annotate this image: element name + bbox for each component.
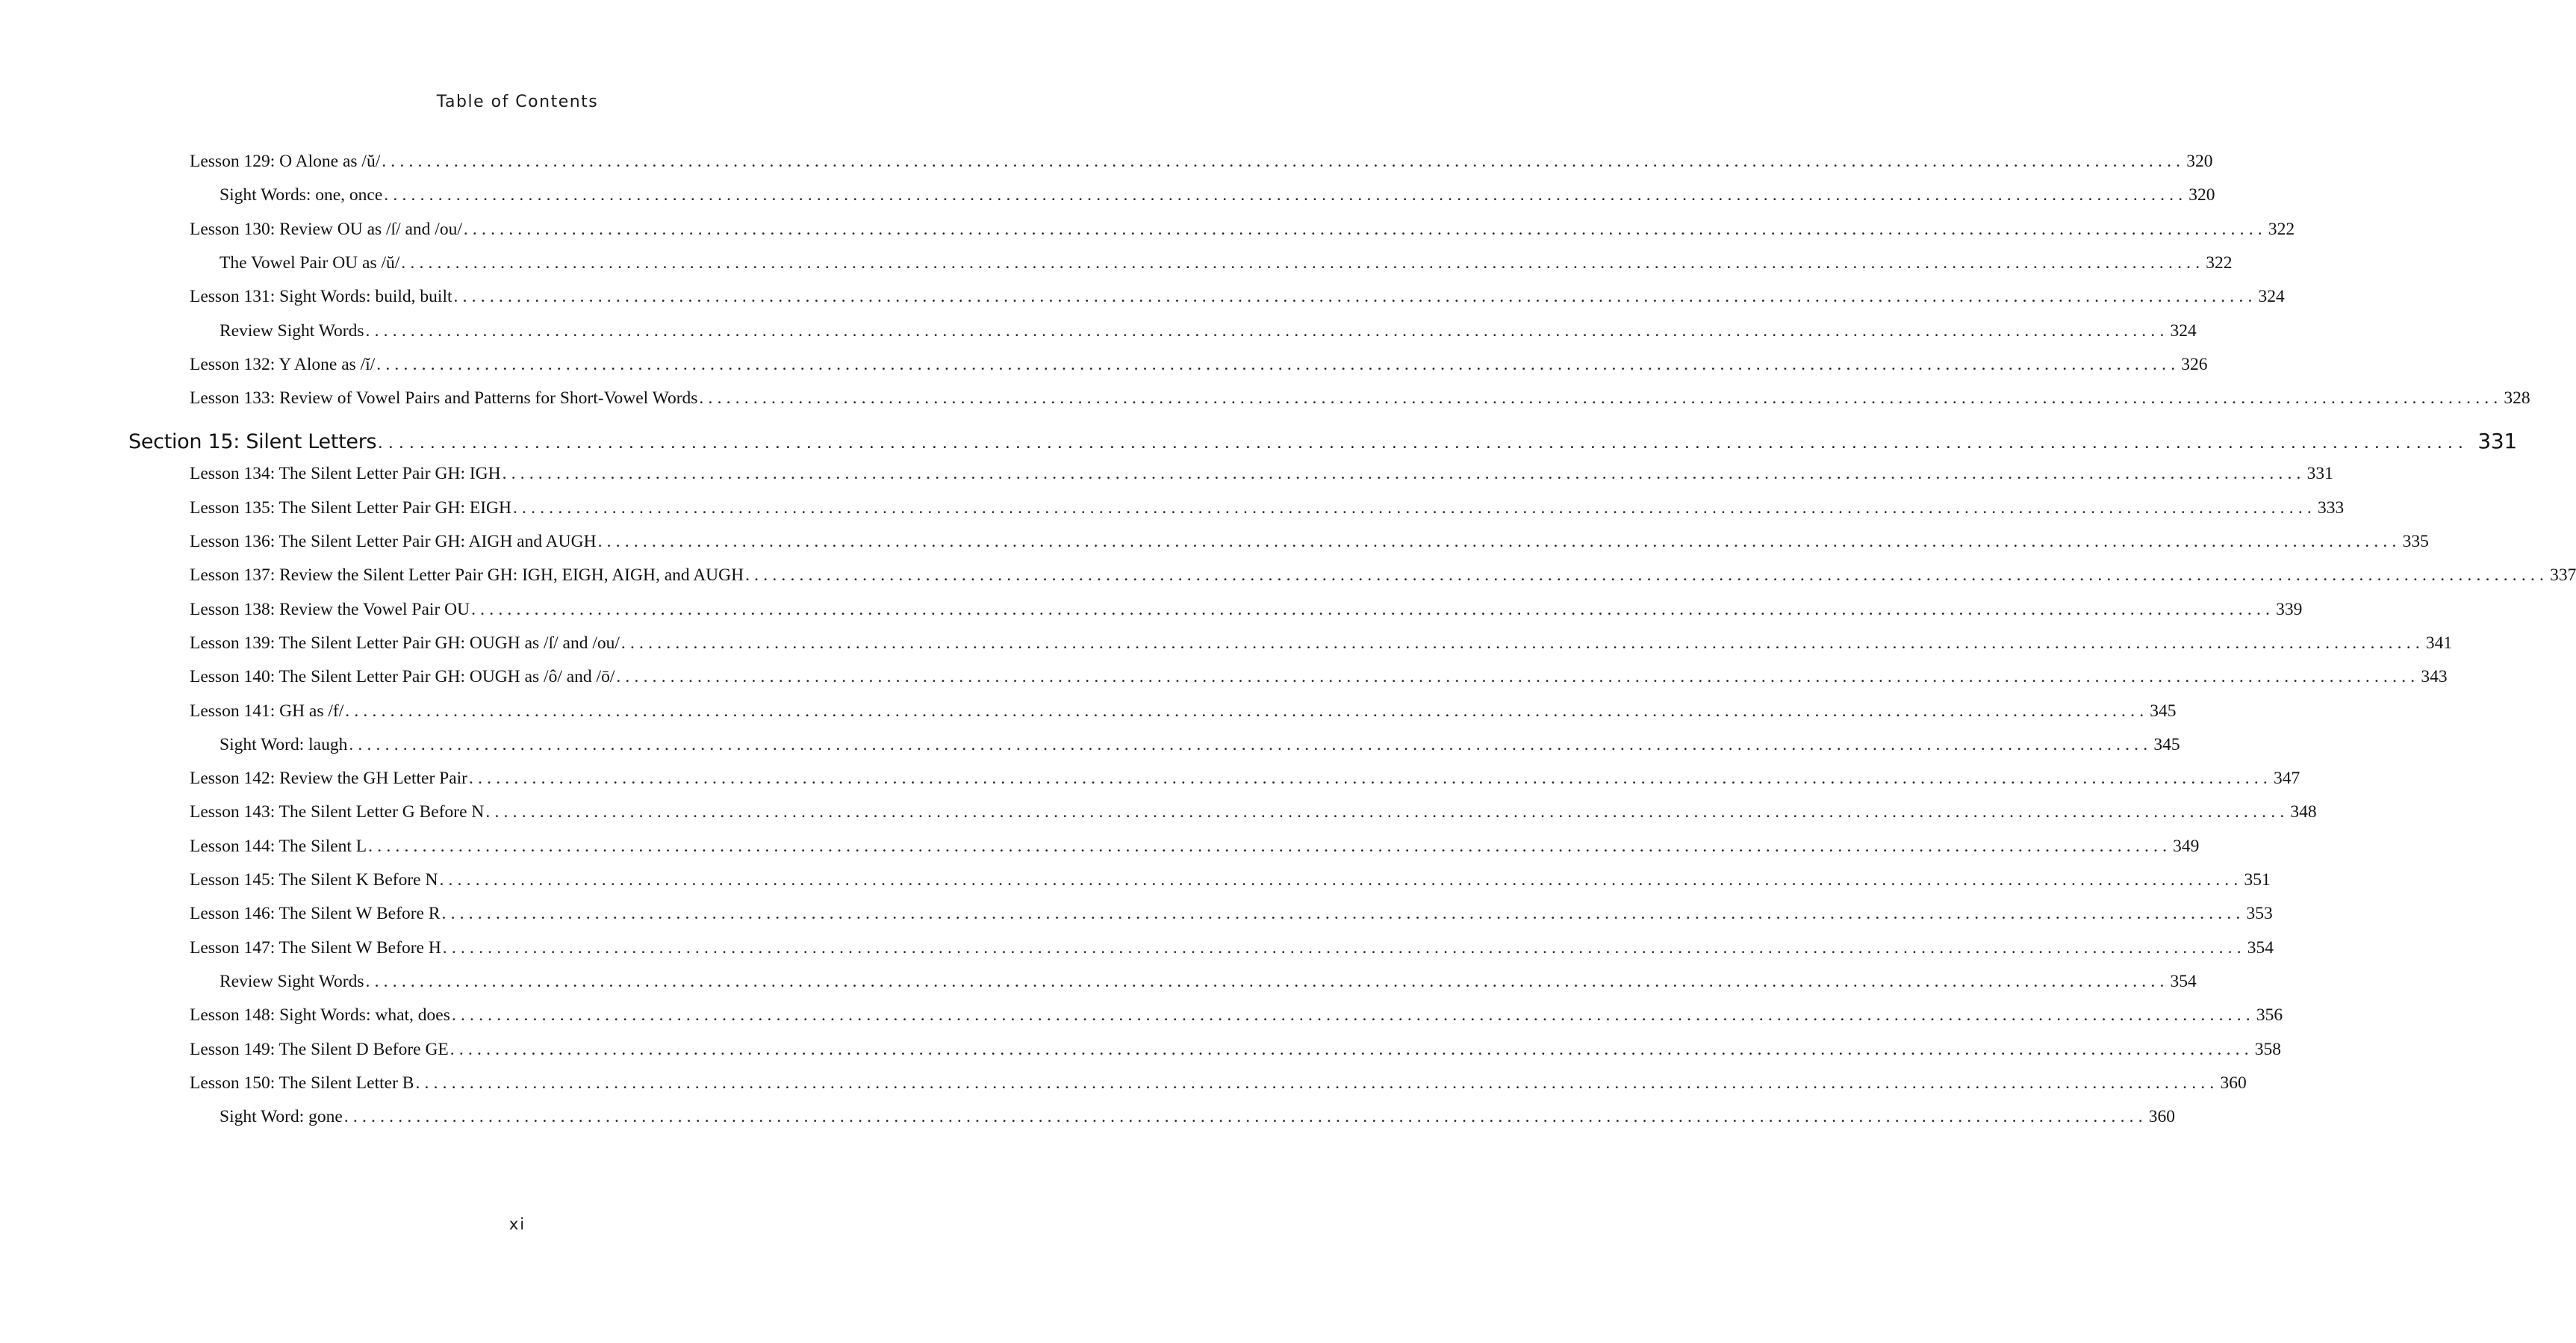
- dot-leader: ........................................................................................................................................................................................................: [441, 904, 2245, 924]
- toc-section-heading[interactable]: [128, 428, 2517, 455]
- entry-page: 339: [2276, 599, 2303, 619]
- entry-title: Lesson 130: Review OU as /ſ/ and /ou/: [190, 219, 462, 239]
- entry-title: Lesson 134: The Silent Letter Pair GH: IGH: [190, 464, 501, 484]
- entry-page: 320: [2186, 152, 2213, 171]
- toc-entry[interactable]: [190, 497, 2345, 519]
- dot-leader: ........................................................................................................................................................................................................: [378, 433, 2469, 453]
- dot-leader: ........................................................................................................................................................................................................: [616, 667, 2420, 687]
- entry-title: Lesson 142: Review the GH Letter Pair: [190, 769, 467, 789]
- entry-title: Lesson 133: Review of Vowel Pairs and Patterns for Short-Vowel Words: [190, 388, 698, 409]
- dot-leader: ........................................................................................................................................................................................................: [471, 599, 2275, 619]
- entry-page: 351: [2244, 870, 2271, 890]
- entry-page: 354: [2247, 937, 2274, 958]
- dot-leader: ........................................................................................................................................................................................................: [401, 252, 2205, 273]
- entry-page: 354: [2170, 971, 2197, 991]
- entry-page: 360: [2220, 1073, 2247, 1093]
- entry-page: 331: [2306, 464, 2333, 484]
- dot-leader: ........................................................................................................................................................................................................: [453, 287, 2257, 307]
- page-header-title: Table of Contents: [436, 93, 599, 111]
- dot-leader: ........................................................................................................................................................................................................: [449, 1039, 2253, 1059]
- dot-leader: ........................................................................................................................................................................................................: [512, 497, 2316, 518]
- dot-leader: ........................................................................................................................................................................................................: [463, 219, 2267, 239]
- dot-leader: ........................................................................................................................................................................................................: [365, 971, 2169, 991]
- toc-entry[interactable]: [190, 285, 2285, 308]
- entry-title: Lesson 131: Sight Words: build, built: [190, 287, 452, 307]
- entry-page: 328: [2504, 388, 2530, 409]
- toc-entry[interactable]: [190, 150, 2213, 173]
- dot-leader: ........................................................................................................................................................................................................: [349, 734, 2153, 754]
- toc-entry[interactable]: [190, 462, 2333, 485]
- dot-leader: ........................................................................................................................................................................................................: [469, 769, 2272, 789]
- dot-leader: ........................................................................................................................................................................................................: [745, 565, 2549, 586]
- entry-title: Lesson 132: Y Alone as /ĭ/: [190, 354, 376, 374]
- entry-page: 324: [2170, 320, 2197, 341]
- dot-leader: ........................................................................................................................................................................................................: [699, 388, 2503, 409]
- entry-page: 335: [2402, 532, 2429, 551]
- entry-page: 360: [2148, 1107, 2176, 1127]
- entry-page: 348: [2290, 802, 2317, 822]
- entry-page: 358: [2254, 1039, 2282, 1059]
- dot-leader: ........................................................................................................................................................................................................: [365, 320, 2169, 341]
- entry-title: Lesson 136: The Silent Letter Pair GH: AIGH and AUGH: [190, 532, 597, 551]
- entry-page: 322: [2268, 219, 2295, 239]
- entry-page: 337: [2550, 565, 2576, 586]
- dot-leader: ........................................................................................................................................................................................................: [502, 464, 2306, 484]
- toc-entry[interactable]: [190, 218, 2295, 241]
- toc-subentry[interactable]: [220, 252, 2233, 274]
- toc-subentry[interactable]: [220, 970, 2197, 993]
- toc-entry[interactable]: [190, 387, 2530, 409]
- dot-leader: ........................................................................................................................................................................................................: [382, 152, 2185, 171]
- toc-subentry[interactable]: [220, 184, 2215, 206]
- entry-title: Lesson 135: The Silent Letter Pair GH: EIGH: [190, 497, 511, 518]
- entry-title: Lesson 140: The Silent Letter Pair GH: OUGH as /ô/ and /ō/: [190, 667, 615, 687]
- dot-leader: ........................................................................................................................................................................................................: [451, 1005, 2255, 1026]
- entry-page: 333: [2317, 497, 2345, 518]
- dot-leader: ........................................................................................................................................................................................................: [384, 185, 2188, 205]
- toc-entry[interactable]: [190, 835, 2200, 857]
- entry-title: Lesson 141: GH as /f/: [190, 701, 344, 721]
- toc-entry[interactable]: [190, 1038, 2282, 1061]
- dot-leader: ........................................................................................................................................................................................................: [376, 354, 2180, 374]
- entry-title: Lesson 150: The Silent Letter B: [190, 1073, 414, 1093]
- dot-leader: ........................................................................................................................................................................................................: [343, 1107, 2147, 1127]
- entry-title: The Vowel Pair OU as /ŭ/: [220, 252, 400, 273]
- toc-subentry[interactable]: [220, 1105, 2176, 1128]
- entry-page: 345: [2150, 701, 2177, 721]
- section-title: Section 15: Silent Letters: [128, 430, 377, 454]
- section-page: 331: [2477, 429, 2517, 454]
- entry-title: Sight Word: gone: [220, 1107, 343, 1127]
- entry-title: Sight Words: one, once: [220, 185, 383, 205]
- dot-leader: ........................................................................................................................................................................................................: [439, 870, 2243, 890]
- entry-page: 353: [2246, 904, 2273, 924]
- dot-leader: ........................................................................................................................................................................................................: [368, 836, 2172, 856]
- entry-title: Lesson 147: The Silent W Before H: [190, 937, 441, 958]
- toc-entry[interactable]: [190, 353, 2208, 376]
- toc-entry[interactable]: [190, 1004, 2283, 1026]
- toc-subentry[interactable]: [220, 733, 2180, 756]
- entry-page: 322: [2206, 252, 2233, 273]
- toc-entry[interactable]: [190, 902, 2273, 925]
- entry-page: 356: [2256, 1005, 2283, 1026]
- entry-title: Lesson 139: The Silent Letter Pair GH: OUGH as /ſ/ and /ou/: [190, 633, 620, 653]
- entry-title: Lesson 146: The Silent W Before R: [190, 904, 441, 924]
- toc-entry[interactable]: [190, 666, 2448, 688]
- entry-title: Lesson 149: The Silent D Before GE: [190, 1039, 449, 1059]
- dot-leader: ........................................................................................................................................................................................................: [620, 633, 2424, 653]
- entry-page: 349: [2173, 836, 2200, 856]
- page-number: xi: [508, 1215, 526, 1233]
- dot-leader: ........................................................................................................................................................................................................: [345, 701, 2149, 721]
- entry-page: 343: [2421, 667, 2448, 687]
- toc-entry[interactable]: [190, 564, 2576, 586]
- toc-entry[interactable]: [190, 598, 2303, 621]
- entry-page: 326: [2181, 354, 2208, 374]
- entry-title: Lesson 145: The Silent K Before N: [190, 870, 438, 890]
- toc-entry[interactable]: [190, 1072, 2247, 1094]
- entry-title: Lesson 144: The Silent L: [190, 836, 367, 856]
- entry-page: 324: [2258, 287, 2285, 307]
- entry-page: 320: [2188, 185, 2215, 205]
- dot-leader: ........................................................................................................................................................................................................: [442, 937, 2246, 958]
- toc-entry[interactable]: [190, 700, 2177, 722]
- entry-title: Lesson 137: Review the Silent Letter Pair GH: IGH, EIGH, AIGH, and AUGH: [190, 565, 744, 586]
- toc-entry[interactable]: [190, 632, 2453, 654]
- toc-entry[interactable]: [190, 801, 2317, 823]
- toc-subentry[interactable]: [220, 320, 2197, 342]
- entry-title: Lesson 138: Review the Vowel Pair OU: [190, 599, 470, 619]
- dot-leader: ........................................................................................................................................................................................................: [415, 1073, 2219, 1093]
- entry-title: Review Sight Words: [220, 320, 364, 341]
- entry-page: 345: [2153, 734, 2180, 754]
- entry-title: Sight Word: laugh: [220, 734, 348, 754]
- entry-title: Review Sight Words: [220, 971, 364, 991]
- entry-page: 347: [2274, 769, 2300, 789]
- toc-entry[interactable]: [190, 530, 2429, 553]
- entry-title: Lesson 143: The Silent Letter G Before N: [190, 802, 485, 822]
- toc-entry[interactable]: [190, 937, 2274, 959]
- entry-page: 341: [2425, 633, 2453, 653]
- entry-title: Lesson 148: Sight Words: what, does: [190, 1005, 450, 1026]
- dot-leader: ........................................................................................................................................................................................................: [485, 802, 2289, 822]
- dot-leader: ........................................................................................................................................................................................................: [597, 532, 2401, 551]
- toc-entry[interactable]: [190, 869, 2271, 891]
- toc-entry[interactable]: [190, 767, 2300, 790]
- entry-title: Lesson 129: O Alone as /ŭ/: [190, 152, 381, 171]
